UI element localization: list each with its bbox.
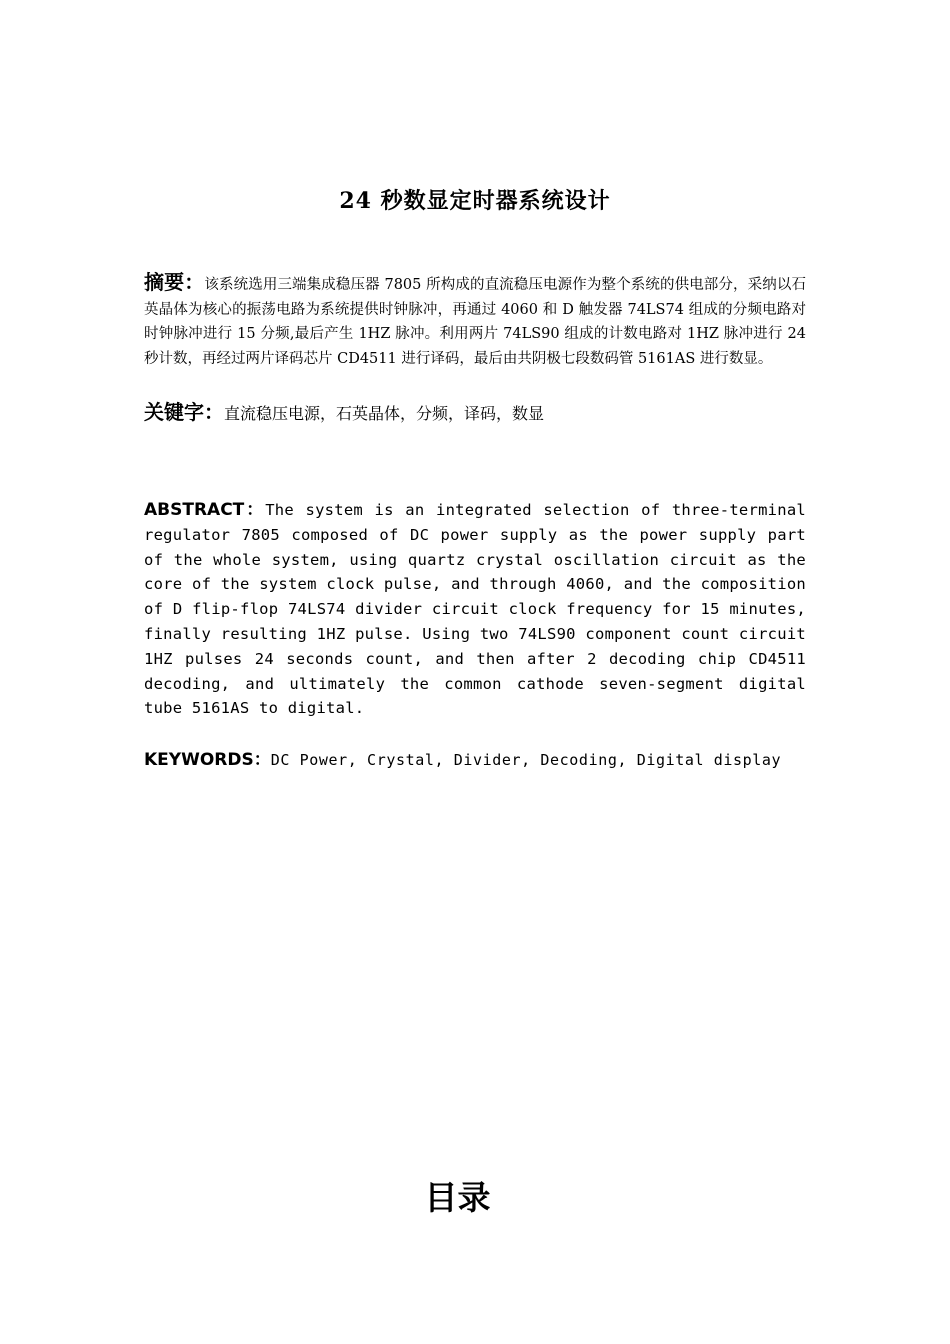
english-abstract-text: The system is an integrated selection of three-terminal regulator 7805 composed of DC power supply as the power supply part of the whole system, using quartz crystal oscillation circuit as the core of the system clock pulse, and through 4060, and the composition of D flip-flop 74LS74 divider circuit clock frequency for 15 minutes, finally resulting 1HZ pulse. Using two 74LS90 component count circuit 1HZ pulses 24 seconds count, and then after 2 decoding chip CD4511 decoding, and ultimately the common cathode seven-segment digital tube 5161AS to digital. bbox=[144, 501, 806, 718]
table-of-contents-title: 目录 bbox=[424, 1178, 491, 1217]
english-keywords-text: DC Power, Crystal, Divider, Decoding, Digital display bbox=[270, 751, 782, 769]
english-keywords bbox=[144, 748, 844, 772]
chinese-keywords-label: 关键字： bbox=[144, 400, 224, 424]
chinese-abstract-label: 摘要： bbox=[144, 270, 205, 294]
english-keywords-label: KEYWORDS： bbox=[144, 750, 271, 770]
english-abstract-label: ABSTRACT： bbox=[144, 500, 266, 520]
english-abstract bbox=[144, 498, 806, 721]
chinese-abstract-text: 该系统选用三端集成稳压器 7805 所构成的直流稳压电源作为整个系统的供电部分，采纳以石英晶体为核心的振荡电路为系统提供时钟脉冲，再通过 4060 和 D 触发器 74LS74 组成的分频电路对时钟脉冲进行 15 分频,最后产生 1HZ 脉冲。利用两片 74LS90 组成的计数电路对 1HZ 脉冲进行 24 秒计数，再经过两片译码芯片 CD4511 进行译码，最后由共阴极七段数码管 5161AS 进行数显。 bbox=[144, 277, 807, 367]
page-title: 24 秒数显定时器系统设计 bbox=[339, 188, 611, 214]
chinese-keywords-text: 直流稳压电源，石英晶体，分频，译码，数显 bbox=[224, 404, 545, 423]
chinese-abstract bbox=[144, 270, 806, 371]
chinese-keywords bbox=[144, 398, 806, 428]
